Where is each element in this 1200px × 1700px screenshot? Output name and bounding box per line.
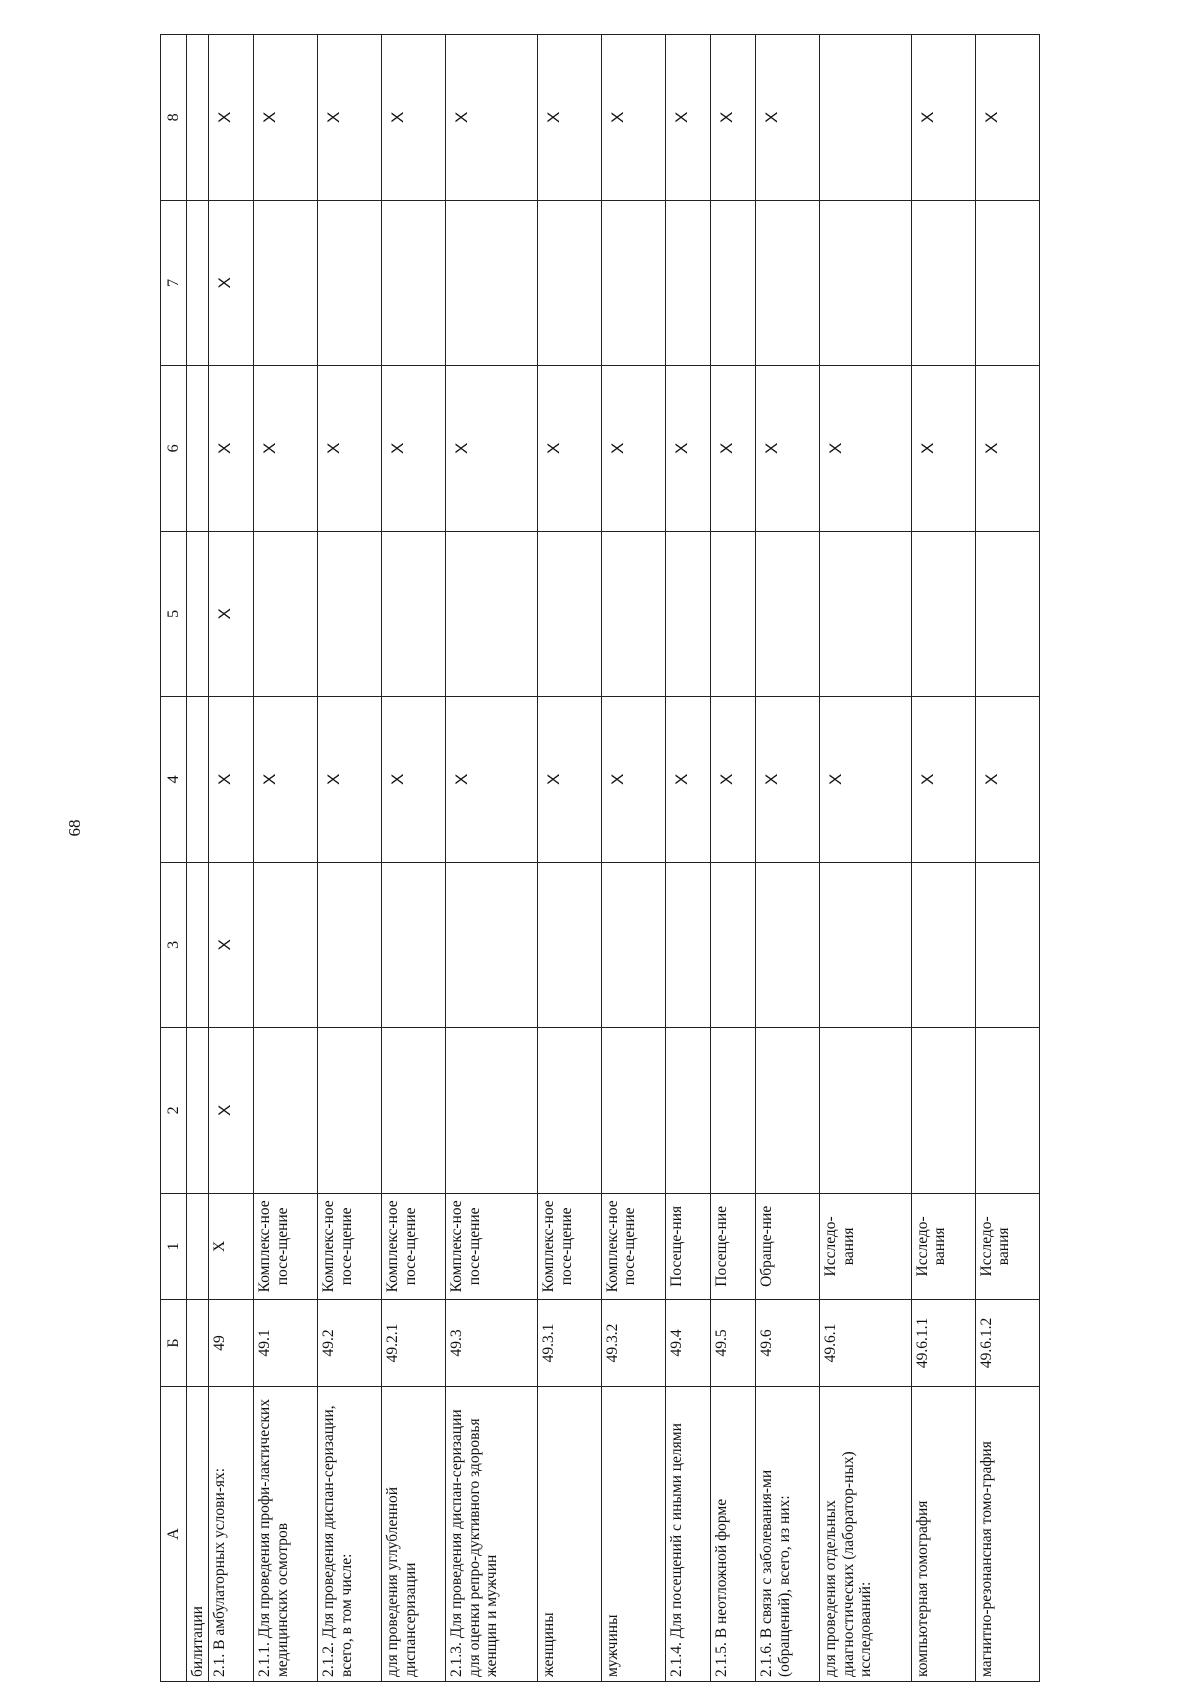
value-cell (820, 1028, 912, 1194)
table-row (382, 35, 446, 1682)
empty-cell (187, 862, 209, 1028)
value-cell (318, 200, 382, 366)
value-cell (382, 862, 446, 1028)
table-row (318, 35, 382, 1682)
row-label: женщины (538, 1386, 602, 1681)
value-cell (382, 1028, 446, 1194)
value-cell (666, 862, 711, 1028)
value-cell (820, 531, 912, 697)
unit-cell: Исследо-вания (912, 1193, 976, 1299)
value-cell: Х (209, 35, 254, 201)
column-header: 4 (161, 697, 187, 863)
unit-cell: Посеще-ние (711, 1193, 756, 1299)
table-row (538, 35, 602, 1682)
value-cell: Х (382, 366, 446, 532)
value-cell: Х (976, 366, 1040, 532)
value-cell: Х (711, 366, 756, 532)
row-code: 49.4 (666, 1300, 711, 1387)
value-cell: Х (912, 366, 976, 532)
row-label: 2.1. В амбулаторных услови-ях: (209, 1386, 254, 1681)
value-cell: Х (538, 35, 602, 201)
value-cell: Х (711, 697, 756, 863)
value-cell: Х (602, 35, 666, 201)
value-cell (976, 1028, 1040, 1194)
unit-cell: Х (209, 1193, 254, 1299)
value-cell (756, 200, 820, 366)
value-cell: Х (756, 35, 820, 201)
row-code: 49.2 (318, 1300, 382, 1387)
value-cell (538, 200, 602, 366)
value-cell (446, 862, 538, 1028)
row-label: для проведения отдельных диагностических (лаборатор-ных) исследований: (820, 1386, 912, 1681)
value-cell (976, 200, 1040, 366)
value-cell (912, 200, 976, 366)
row-code: 49.6.1 (820, 1300, 912, 1387)
empty-cell (187, 200, 209, 366)
value-cell (711, 862, 756, 1028)
continuation-label: билитации (187, 1386, 209, 1681)
value-cell: Х (446, 697, 538, 863)
value-cell (254, 531, 318, 697)
unit-cell: Обраще-ние (756, 1193, 820, 1299)
value-cell: Х (912, 35, 976, 201)
value-cell (820, 35, 912, 201)
row-code: 49 (209, 1300, 254, 1387)
value-cell: Х (976, 697, 1040, 863)
table-row (711, 35, 756, 1682)
unit-cell: Исследо-вания (820, 1193, 912, 1299)
value-cell (711, 531, 756, 697)
value-cell: Х (446, 366, 538, 532)
row-label: 2.1.2. Для проведения диспан-серизации, всего, в том числе: (318, 1386, 382, 1681)
unit-cell: Исследо-вания (976, 1193, 1040, 1299)
column-header: 1 (161, 1193, 187, 1299)
table-row (254, 35, 318, 1682)
empty-cell (187, 531, 209, 697)
column-header: 2 (161, 1028, 187, 1194)
empty-cell (187, 697, 209, 863)
empty-cell (187, 1193, 209, 1299)
row-label: 2.1.3. Для проведения диспан-серизации для оценки репро-дуктивного здоровья женщин и мужчин (446, 1386, 538, 1681)
value-cell (318, 862, 382, 1028)
page-number: 68 (65, 819, 84, 837)
value-cell: Х (209, 1028, 254, 1194)
row-label: магнитно-резонансная томо-графия (976, 1386, 1040, 1681)
table-row (209, 35, 254, 1682)
value-cell (318, 531, 382, 697)
column-header: 8 (161, 35, 187, 201)
value-cell (446, 200, 538, 366)
value-cell: Х (711, 35, 756, 201)
row-code: 49.3.2 (602, 1300, 666, 1387)
table-row (976, 35, 1040, 1682)
table-row (446, 35, 538, 1682)
row-label: для проведения углубленной диспансеризации (382, 1386, 446, 1681)
unit-cell: Посеще-ния (666, 1193, 711, 1299)
value-cell (602, 531, 666, 697)
value-cell (318, 1028, 382, 1194)
value-cell: Х (382, 697, 446, 863)
row-code: 49.2.1 (382, 1300, 446, 1387)
value-cell: Х (209, 531, 254, 697)
value-cell: Х (209, 366, 254, 532)
value-cell: Х (602, 366, 666, 532)
value-cell (254, 200, 318, 366)
unit-cell: Комплекс-ное посе-щение (254, 1193, 318, 1299)
empty-cell (187, 366, 209, 532)
table-row (666, 35, 711, 1682)
row-code: 49.1 (254, 1300, 318, 1387)
column-header: Б (161, 1300, 187, 1387)
row-code: 49.3.1 (538, 1300, 602, 1387)
unit-cell: Комплекс-ное посе-щение (318, 1193, 382, 1299)
table-row (756, 35, 820, 1682)
row-label: мужчины (602, 1386, 666, 1681)
value-cell: Х (209, 697, 254, 863)
value-cell (711, 1028, 756, 1194)
row-label: компьютерная томография (912, 1386, 976, 1681)
value-cell: Х (538, 697, 602, 863)
row-code: 49.6.1.2 (976, 1300, 1040, 1387)
value-cell (912, 531, 976, 697)
value-cell (602, 862, 666, 1028)
value-cell (382, 531, 446, 697)
value-cell (976, 531, 1040, 697)
value-cell (538, 531, 602, 697)
rotated-table-container (160, 34, 1040, 1682)
value-cell (254, 862, 318, 1028)
value-cell: Х (382, 35, 446, 201)
value-cell: Х (318, 697, 382, 863)
value-cell (912, 862, 976, 1028)
value-cell (382, 200, 446, 366)
column-header: 7 (161, 200, 187, 366)
value-cell: Х (446, 35, 538, 201)
value-cell (666, 531, 711, 697)
table-row (602, 35, 666, 1682)
value-cell (538, 1028, 602, 1194)
row-label: 2.1.1. Для проведения профи-лактических медицинских осмотров (254, 1386, 318, 1681)
empty-cell (187, 1300, 209, 1387)
value-cell (912, 1028, 976, 1194)
value-cell (254, 1028, 318, 1194)
value-cell (666, 200, 711, 366)
value-cell: Х (756, 366, 820, 532)
row-label: 2.1.5. В неотложной форме (711, 1386, 756, 1681)
value-cell: Х (912, 697, 976, 863)
value-cell (446, 1028, 538, 1194)
value-cell: Х (209, 862, 254, 1028)
value-cell (446, 531, 538, 697)
value-cell: Х (209, 200, 254, 366)
continuation-row (187, 35, 209, 1682)
value-cell (538, 862, 602, 1028)
value-cell: Х (254, 366, 318, 532)
value-cell: Х (820, 366, 912, 532)
column-header: А (161, 1386, 187, 1681)
value-cell: Х (602, 697, 666, 863)
row-code: 49.6.1.1 (912, 1300, 976, 1387)
row-code: 49.5 (711, 1300, 756, 1387)
value-cell: Х (318, 366, 382, 532)
value-cell (602, 200, 666, 366)
row-code: 49.6 (756, 1300, 820, 1387)
header-row (161, 35, 187, 1682)
empty-cell (187, 1028, 209, 1194)
value-cell (711, 200, 756, 366)
value-cell (820, 200, 912, 366)
table-row (912, 35, 976, 1682)
value-cell (976, 862, 1040, 1028)
row-label: 2.1.4. Для посещений с иными целями (666, 1386, 711, 1681)
column-header: 5 (161, 531, 187, 697)
unit-cell: Комплекс-ное посе-щение (538, 1193, 602, 1299)
value-cell (602, 1028, 666, 1194)
unit-cell: Комплекс-ное посе-щение (382, 1193, 446, 1299)
value-cell: Х (666, 35, 711, 201)
value-cell: Х (254, 35, 318, 201)
value-cell: Х (666, 697, 711, 863)
empty-cell (187, 35, 209, 201)
value-cell: Х (820, 697, 912, 863)
value-cell (820, 862, 912, 1028)
row-label: 2.1.6. В связи с заболевания-ми (обращений), всего, из них: (756, 1386, 820, 1681)
value-cell: Х (976, 35, 1040, 201)
value-cell: Х (756, 697, 820, 863)
value-cell: Х (538, 366, 602, 532)
value-cell (756, 862, 820, 1028)
column-header: 3 (161, 862, 187, 1028)
table-row (820, 35, 912, 1682)
unit-cell: Комплекс-ное посе-щение (602, 1193, 666, 1299)
column-header: 6 (161, 366, 187, 532)
row-code: 49.3 (446, 1300, 538, 1387)
value-cell: Х (666, 366, 711, 532)
unit-cell: Комплекс-ное посе-щение (446, 1193, 538, 1299)
value-cell (666, 1028, 711, 1194)
value-cell (756, 1028, 820, 1194)
data-table (160, 34, 1040, 1682)
value-cell (756, 531, 820, 697)
value-cell: Х (318, 35, 382, 201)
value-cell: Х (254, 697, 318, 863)
